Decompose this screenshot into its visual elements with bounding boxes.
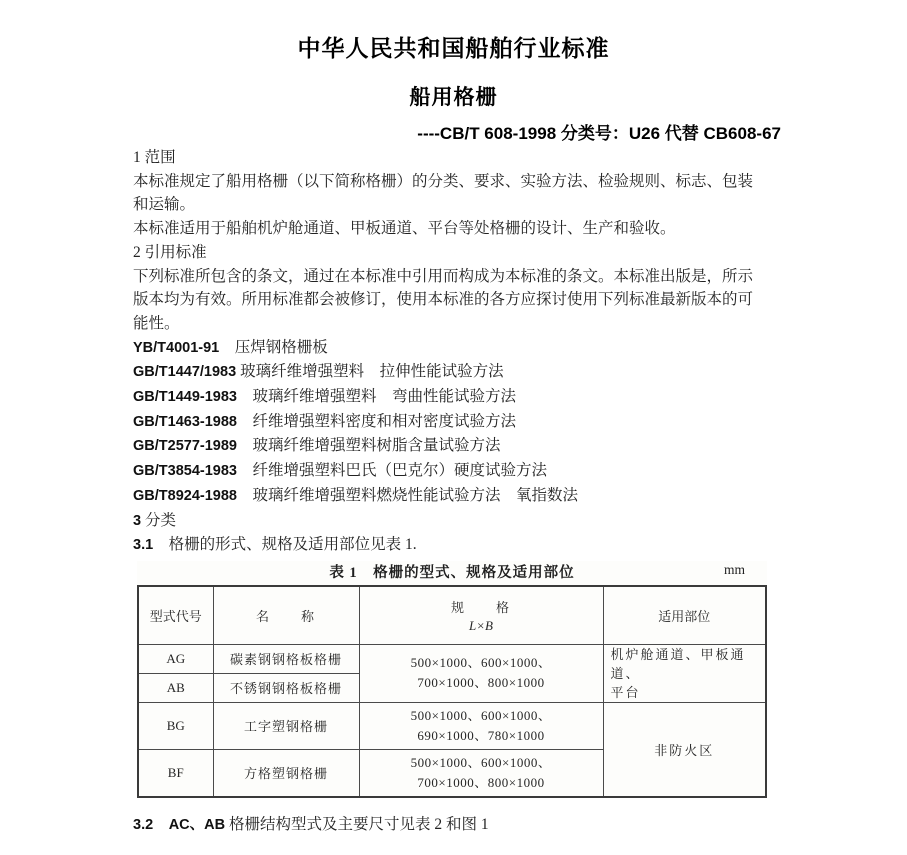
body-line — [133, 434, 793, 459]
spec-line: 700×1000、800×1000 — [417, 774, 545, 790]
col-header-spec — [359, 586, 603, 644]
text-run: 玻璃纤维增强塑料树脂含量试验方法 — [236, 437, 501, 455]
text-run: 本标准适用于船舶机炉舱通道、甲板通道、平台等处格栅的设计、生产和验收。 — [133, 220, 676, 238]
doc-title: 中华人民共和国船舶行业标准 — [297, 35, 610, 61]
col-header-type-code: 型式代号 — [138, 586, 213, 644]
body-line — [133, 312, 793, 336]
standard-code: 3.2 — [133, 817, 154, 833]
text-run: 2 引用标准 — [133, 243, 207, 261]
text-run: 下列标准所包含的条文，通过在本标准中引用而构成为本标准的条文。本标准出版是，所示 — [133, 267, 754, 285]
body-line — [133, 288, 793, 312]
body-line — [133, 146, 793, 170]
cell-code-bg: BG — [138, 702, 213, 749]
text-run: 分类 — [141, 511, 176, 529]
cell-spec-ag-ab — [359, 644, 603, 702]
standard-reference-line: ----CB/T 608-1998 分类号：U26 代替 CB608-67 — [417, 124, 781, 143]
body-line — [133, 509, 793, 534]
doc-subtitle: 船用格栅 — [409, 86, 498, 109]
standard-code: GB/T3854-1983 — [133, 463, 237, 480]
text-run: 能性。 — [133, 314, 180, 332]
body-line — [133, 336, 793, 361]
spec-line: 500×1000、600×1000、 — [410, 707, 552, 723]
text-run: 纤维增强塑料巴氏（巴克尔）硬度试验方法 — [236, 462, 547, 480]
cell-area-bg-bf: 非防火区 — [603, 702, 766, 797]
standard-code: YB/T4001-91 — [133, 339, 220, 356]
text-run: 压焊钢格栅板 — [219, 338, 328, 356]
area-line: 机炉舱通道、甲板通道、 — [610, 646, 746, 681]
standard-code: GB/T8924-1988 — [133, 487, 237, 504]
table1-unit-label: mm — [723, 562, 745, 577]
body-text — [133, 146, 793, 558]
standard-code: GB/T2577-1989 — [133, 438, 237, 455]
table1-caption — [137, 561, 767, 583]
table1-header-row — [138, 586, 766, 644]
spec-line: 700×1000、800×1000 — [417, 675, 545, 690]
body-line — [133, 241, 793, 265]
body-line — [133, 459, 793, 484]
text-run: 格栅的形式、规格及适用部位见表 1. — [153, 536, 417, 554]
standard-code: GB/T1463-1988 — [133, 413, 237, 430]
col-header-spec-title: 规 格 — [450, 599, 511, 615]
table-row-ag — [138, 644, 766, 674]
body-line — [133, 385, 793, 410]
text-run: 版本均为有效。所用标准都会被修订，使用本标准的各方应探讨使用下列标准最新版本的可 — [133, 291, 754, 309]
text-run: 纤维增强塑料密度和相对密度试验方法 — [236, 412, 516, 430]
spec-line: 500×1000、600×1000、 — [410, 655, 552, 670]
cell-area-ag-ab — [603, 644, 766, 702]
col-header-area: 适用部位 — [603, 586, 766, 644]
body-line — [133, 193, 793, 217]
cell-name-ab: 不锈钢钢格板格栅 — [213, 674, 359, 702]
cell-code-bf: BF — [138, 749, 213, 797]
text-run: 1 范围 — [133, 149, 176, 166]
text-run: 本标准规定了船用格栅（以下简称格栅）的分类、要求、实验方法、检验规则、标志、包装 — [133, 172, 754, 190]
cell-name-bg: 工字塑钢格栅 — [213, 702, 359, 749]
text-run: 格栅结构型式及主要尺寸见表 2 和图 1 — [225, 816, 489, 833]
text-run — [153, 816, 169, 833]
text-run: 和运输。 — [133, 196, 196, 214]
text-run: 玻璃纤维增强塑料燃烧性能试验方法 氧指数法 — [236, 486, 578, 504]
table-row-bg — [138, 702, 766, 749]
text-run: 玻璃纤维增强塑料 弯曲性能试验方法 — [236, 388, 516, 406]
body-line — [133, 533, 793, 558]
cell-name-bf: 方格塑钢格栅 — [213, 749, 359, 797]
table1-scan-block — [137, 561, 767, 798]
standard-code: AC、AB — [168, 817, 226, 833]
body-line — [133, 484, 793, 509]
body-line — [133, 217, 793, 241]
col-header-name: 名 称 — [213, 586, 359, 644]
cell-spec-bg — [359, 702, 603, 749]
spec-line: 690×1000、780×1000 — [417, 727, 545, 743]
cell-name-ag: 碳素钢钢格板格栅 — [213, 644, 359, 674]
standard-code: GB/T1449-1983 — [133, 389, 237, 406]
table1-caption-text: 表 1 格栅的型式、规格及适用部位 — [329, 565, 575, 581]
body-line — [133, 170, 793, 194]
standard-code: 3 — [133, 512, 142, 529]
body-line — [133, 410, 793, 435]
area-line: 平台 — [610, 684, 641, 700]
body-line — [133, 265, 793, 289]
table1 — [137, 585, 767, 798]
spec-line: 500×1000、600×1000、 — [410, 754, 552, 770]
cell-spec-bf — [359, 749, 603, 797]
standard-code: GB/T1447/1983 — [133, 364, 237, 381]
cell-code-ag: AG — [138, 644, 213, 674]
cell-code-ab: AB — [138, 674, 213, 702]
standard-code: 3.1 — [133, 537, 154, 554]
text-run: 玻璃纤维增强塑料 拉伸性能试验方法 — [236, 363, 504, 381]
body-line — [133, 360, 793, 385]
section-3-2-line — [133, 812, 793, 834]
col-header-spec-formula: L×B — [469, 617, 493, 633]
